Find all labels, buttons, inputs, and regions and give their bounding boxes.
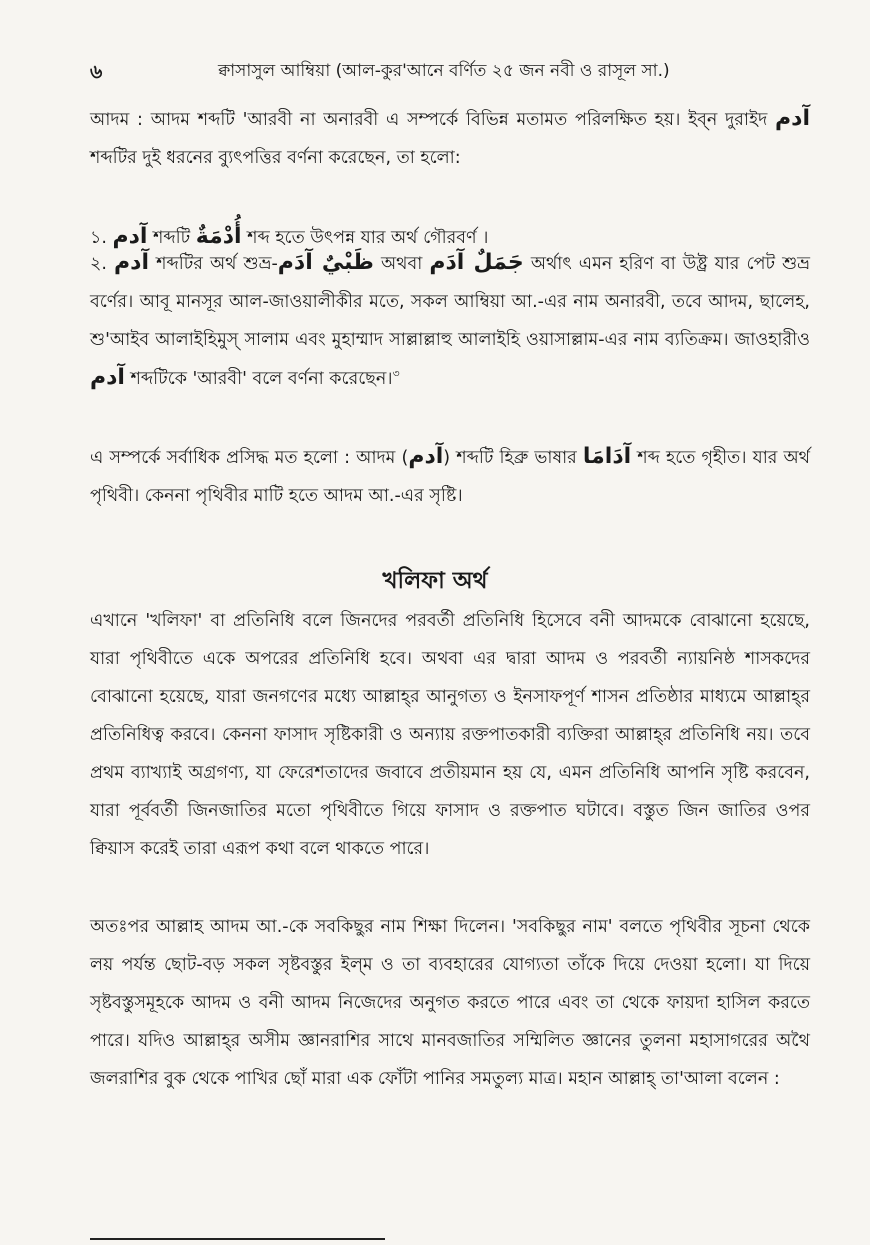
list-item-2 — [90, 244, 810, 398]
section-heading: খলিফা অর্থ — [382, 568, 488, 594]
arabic-word-adam: آدم — [90, 365, 125, 390]
paragraph-names-taught — [90, 908, 810, 1098]
para5-text: অতঃপর আল্লাহ আদম আ.-কে সবকিছুর নাম শিক্ষা দিলেন। 'সবকিছুর নাম' বলতে পৃথিবীর সূচনা থেকে লয় পর্যন্ত ছোট-বড় সকল সৃষ্টবস্তুর ইল্‌ম ও তা ব্যবহারের যোগ্যতা তাঁকে দিয়ে দেওয়া হলো। যা দিয়ে সৃষ্টবস্তুসমূহকে আদম ও বনী আদম নিজেদের অনুগত করতে পারে এবং তা থেকে ফায়দা হাসিল করতে পারে। যদিও আল্লাহ্‌র অসীম জ্ঞানরাশির সাথে মানবজাতির সম্মিলিত জ্ঞানের তুলনা মহাসাগরের অথৈ জলরাশির বুক থেকে পাখির ছোঁ মারা এক ফোঁটা পানির সমতুল্য মাত্র। মহান আল্লাহ্ তা'আলা বলেন : — [90, 917, 810, 1089]
paragraph-hebrew-origin — [90, 438, 810, 515]
para4-text: এখানে 'খলিফা' বা প্রতিনিধি বলে জিনদের পরবর্তী প্রতিনিধি হিসেবে বনী আদমকে বোঝানো হয়েছে, যারা পৃথিবীতে একে অপরের প্রতিনিধি হবে। অথবা এর দ্বারা আদম ও পরবর্তী ন্যায়নিষ্ঠ শাসকদের বোঝানো হয়েছে, যারা জনগণের মধ্যে আল্লাহ্‌র আনুগত্য ও ইনসাফপূর্ণ শাসন প্রতিষ্ঠার মাধ্যমে আল্লাহ্‌র প্রতিনিধিত্ব করবে। কেননা ফাসাদ সৃষ্টিকারী ও অন্যায় রক্তপাতকারী ব্যক্তিরা আল্লাহ্‌র প্রতিনিধি নয়। তবে প্রথম ব্যাখ্যাই অগ্রগণ্য, যা ফেরেশতাদের জবাবে প্রতীয়মান হয় যে, এমন প্রতিনিধি আপনি সৃষ্টি করবেন, যারা পূর্ববর্তী জিনজাতির মতো পৃথিবীতে গিয়ে ফাসাদ ও রক্তপাত ঘটাবে। বস্তুত জিন জাতির ওপর ক্বিয়াস করেই তারা এরূপ কথা বলে থাকতে পারে। — [90, 611, 810, 859]
page-number: ৬ — [90, 61, 103, 83]
list-number-1: ১. — [90, 228, 107, 248]
para3-text-a: এ সম্পর্কে সর্বাধিক প্রসিদ্ধ মত হলো : আদম ( — [90, 448, 409, 468]
footnote-separator — [90, 1238, 385, 1240]
item1-text-a: শব্দটি — [147, 228, 196, 248]
item2-text-a: শব্দটির অর্থ শুভ্র- — [149, 254, 278, 274]
arabic-phrase-zabyun-adam: ظَبْيٌ آدَم — [277, 250, 374, 275]
arabic-word-adam: آدم — [775, 106, 810, 131]
para1-text-b: শব্দটির দুই ধরনের ব্যুৎপত্তির বর্ণনা করেছেন, তা হলো: — [90, 148, 461, 168]
para3-text-c: শব্দ হতে গৃহীত। যার অর্থ পৃথিবী। কেননা পৃথিবীর মাটি হতে আদম আ.-এর সৃষ্টি। — [90, 448, 810, 506]
paragraph-khalifa-meaning — [90, 602, 810, 868]
arabic-word-udmah: أُدْمَةٌ — [195, 224, 242, 249]
hebrew-word-adama: آدَامَا — [582, 444, 632, 469]
running-title: ক্বাসাসুল আম্বিয়া (আল-কুর'আনে বর্ণিত ২৫ জন নবী ও রাসূল সা.) — [218, 61, 670, 81]
item2-text-b: অথবা — [373, 254, 430, 274]
footnote-marker: ৩ — [392, 367, 400, 381]
item2-text-c: অর্থাৎ এমন হরিণ বা উষ্ট্র যার পেট শুভ্র বর্ণের। আবূ মানসূর আল-জাওয়ালীকীর মতে, সকল আম্বিয়া আ.-এর নাম অনারবী, তবে আদম, ছালেহ, শু'আইব আলাইহিমুস্ সালাম এবং মুহাম্মাদ সাল্লাল্লাহু আলাইহি ওয়াসাল্লাম-এর নাম ব্যতিক্রম। জাওহারীও — [90, 254, 810, 350]
para3-text-b: ) শব্দটি হিব্রু ভাষার — [443, 448, 583, 468]
arabic-word-adam: آدم — [408, 444, 444, 469]
paragraph-adam-origin — [90, 100, 810, 177]
arabic-phrase-jamalun-adam: جَمَلٌ آدَم — [429, 250, 524, 275]
page-header — [90, 58, 810, 88]
item2-text-d: শব্দটিকে 'আরবী' বলে বর্ণনা করেছেন। — [124, 369, 393, 389]
para1-text-a: আদম : আদম শব্দটি 'আরবী না অনারবী এ সম্পর্কে বিভিন্ন মতামত পরিলক্ষিত হয়। ইব্‌ন দুরাইদ — [90, 110, 776, 130]
item1-text-b: শব্দ হতে উৎপন্ন যার অর্থ গৌরবর্ণ । — [241, 228, 489, 248]
list-number-2: ২. — [90, 254, 107, 274]
arabic-word-adam: آدم — [112, 224, 148, 249]
arabic-word-adam: آدم — [114, 250, 150, 275]
